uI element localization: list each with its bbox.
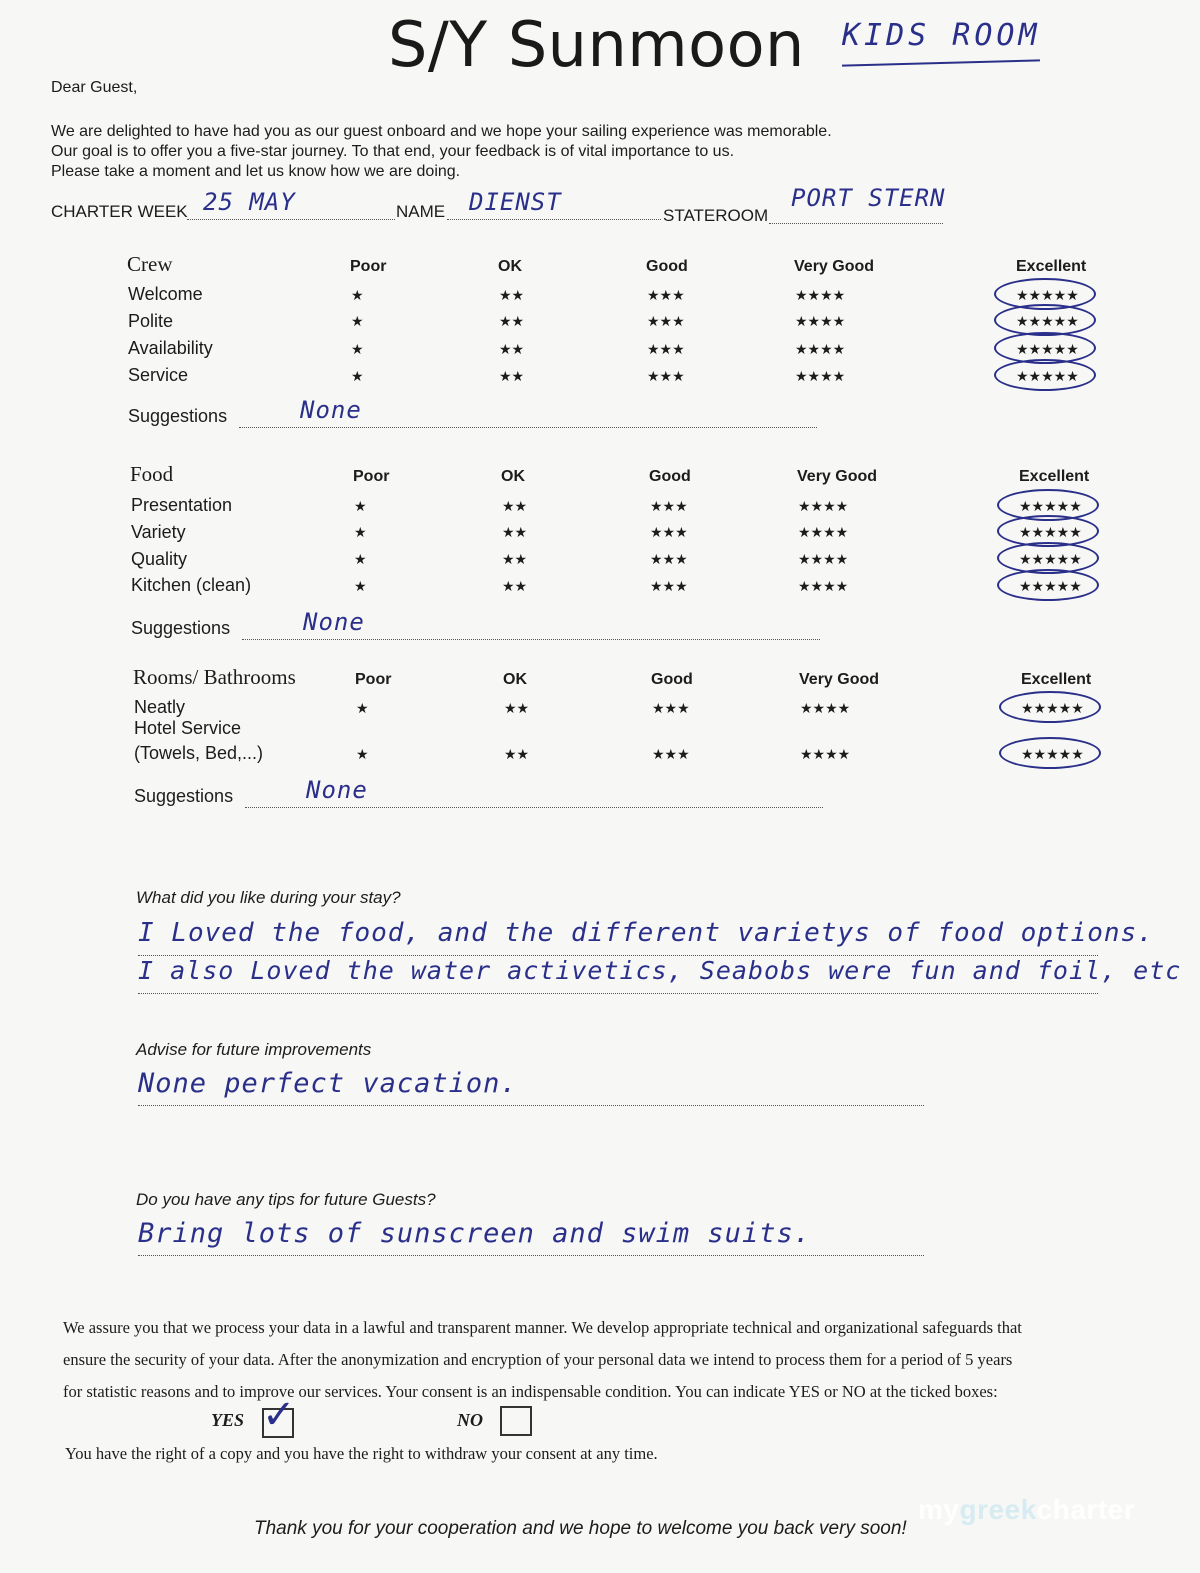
star-rating-option[interactable]: ★★★★★ — [1016, 368, 1079, 384]
name-label: NAME — [396, 202, 446, 221]
star-rating-option[interactable]: ★ — [356, 700, 369, 716]
intro-text — [51, 122, 1011, 182]
form-title: S/Y Sunmoon — [388, 8, 805, 81]
handwritten-underline — [842, 59, 1040, 66]
star-rating-option[interactable]: ★★ — [502, 578, 528, 594]
rating-row-label: Kitchen (clean) — [131, 575, 252, 595]
rating-column-header: OK — [501, 468, 525, 485]
selected-rating-circle — [999, 691, 1101, 723]
star-rating-option[interactable]: ★★★★★ — [1019, 578, 1082, 594]
stateroom-line[interactable] — [769, 222, 943, 224]
star-rating-option[interactable]: ★★★★★ — [1016, 287, 1079, 303]
rating-column-header: OK — [503, 671, 527, 688]
watermark-part: charter — [1036, 1494, 1136, 1525]
answer-line[interactable] — [138, 1254, 924, 1256]
intro-line: Our goal is to offer you a five-star journey. To that end, your feedback is of vital importance to us. — [51, 143, 735, 160]
handwritten-answer: I Loved the food, and the different varietys of food options. — [138, 918, 1154, 948]
answer-line[interactable] — [138, 1104, 924, 1106]
star-rating-option[interactable]: ★★★ — [650, 524, 688, 540]
name-value: DIENST — [469, 188, 562, 216]
charter-week-value: 25 MAY — [203, 188, 296, 216]
rating-row-label: Hotel Service — [134, 718, 242, 738]
star-rating-option[interactable]: ★★★★★ — [1021, 746, 1084, 762]
legal-line: We assure you that we process your data in a lawful and transparent manner. We develop appropriate technical and organizational safeguards that — [63, 1318, 1022, 1337]
star-rating-option[interactable]: ★★★ — [650, 498, 688, 514]
star-rating-option[interactable]: ★ — [351, 341, 364, 357]
star-rating-option[interactable]: ★★ — [499, 287, 525, 303]
star-rating-option[interactable]: ★★★★ — [795, 368, 846, 384]
rating-column-header: Excellent — [1021, 671, 1092, 688]
legal-line: for statistic reasons and to improve our services. Your consent is an indispensable condition. You can indicate YES or NO at the ticked boxes: — [63, 1382, 998, 1401]
suggestions-label: Suggestions — [131, 618, 231, 638]
rights-notice: You have the right of a copy and you have the right to withdraw your consent at any time. — [65, 1444, 658, 1463]
rating-row-label: Availability — [128, 338, 213, 358]
rating-row-label: Polite — [128, 311, 174, 331]
suggestions-line[interactable] — [239, 426, 817, 428]
star-rating-option[interactable]: ★★ — [499, 313, 525, 329]
star-rating-option[interactable]: ★ — [351, 287, 364, 303]
handwritten-answer: I also Loved the water activetics, Seabobs were fun and foil, etc — [138, 956, 1182, 985]
answer-line[interactable] — [138, 992, 1098, 994]
star-rating-option[interactable]: ★★★★ — [800, 700, 851, 716]
greeting: Dear Guest, — [51, 79, 138, 96]
rating-row-label: Service — [128, 365, 189, 385]
star-rating-option[interactable]: ★★★★ — [798, 524, 849, 540]
suggestions-line[interactable] — [245, 806, 823, 808]
star-rating-option[interactable]: ★★★★★ — [1016, 341, 1079, 357]
charter-meta-row — [51, 184, 971, 232]
stateroom-value: PORT STERN — [791, 184, 946, 212]
rating-column-header: Poor — [355, 671, 392, 688]
handwritten-answer: Bring lots of sunscreen and swim suits. — [138, 1218, 811, 1249]
star-rating-option[interactable]: ★ — [354, 551, 367, 567]
star-rating-option[interactable]: ★ — [354, 578, 367, 594]
star-rating-option[interactable]: ★ — [354, 524, 367, 540]
rating-column-header: Very Good — [799, 671, 880, 688]
star-rating-option[interactable]: ★★★★★ — [1019, 551, 1082, 567]
watermark-part: greek — [959, 1494, 1037, 1525]
rating-column-header: Good — [646, 258, 688, 275]
legal-line: ensure the security of your data. After the anonymization and encryption of your personal data we intend to process them for a period of 5 years — [63, 1350, 1013, 1369]
star-rating-option[interactable]: ★★★★ — [798, 551, 849, 567]
star-rating-option[interactable]: ★★★★★ — [1016, 313, 1079, 329]
rating-column-header: Good — [651, 671, 693, 688]
watermark-part: my — [918, 1494, 960, 1525]
question-label: Advise for future improvements — [136, 1040, 372, 1059]
star-rating-option[interactable]: ★★★ — [650, 578, 688, 594]
consent-yes-label: YES — [211, 1410, 245, 1430]
star-rating-option[interactable]: ★ — [356, 746, 369, 762]
selected-rating-circle — [997, 569, 1099, 601]
suggestions-label: Suggestions — [134, 786, 234, 806]
rating-column-header: Very Good — [797, 468, 878, 485]
consent-yes-check-mark: ✓ — [262, 1393, 296, 1437]
star-rating-option[interactable]: ★★★★ — [798, 578, 849, 594]
rating-row-label: Variety — [131, 522, 186, 542]
star-rating-option[interactable]: ★★★ — [652, 700, 690, 716]
star-rating-option[interactable]: ★★ — [499, 368, 525, 384]
star-rating-option[interactable]: ★ — [351, 313, 364, 329]
suggestions-label: Suggestions — [128, 406, 228, 426]
suggestions-value: None — [300, 396, 362, 424]
star-rating-option[interactable]: ★★★★ — [798, 498, 849, 514]
rating-column-header: Poor — [350, 258, 387, 275]
star-rating-option[interactable]: ★★ — [502, 551, 528, 567]
name-line[interactable] — [447, 218, 661, 220]
section-title: Rooms/ Bathrooms — [133, 665, 296, 689]
star-rating-option[interactable]: ★★ — [502, 524, 528, 540]
star-rating-option[interactable]: ★★★★★ — [1021, 700, 1084, 716]
star-rating-option[interactable]: ★★★ — [650, 551, 688, 567]
rating-row-label: Welcome — [128, 284, 203, 304]
handwritten-answer: None perfect vacation. — [138, 1068, 518, 1099]
rating-row-label: Presentation — [131, 495, 233, 515]
star-rating-option[interactable]: ★★★★ — [795, 313, 846, 329]
rating-column-header: Excellent — [1016, 258, 1087, 275]
section-title: Food — [130, 462, 174, 486]
star-rating-option[interactable]: ★★★ — [647, 341, 685, 357]
consent-no-checkbox[interactable] — [500, 1406, 532, 1436]
question-label: Do you have any tips for future Guests? — [136, 1190, 436, 1209]
suggestions-value: None — [303, 608, 365, 636]
star-rating-option[interactable]: ★★ — [504, 746, 530, 762]
rating-row-label: (Towels, Bed,...) — [134, 743, 264, 763]
rating-column-header: Excellent — [1019, 468, 1090, 485]
selected-rating-circle — [999, 737, 1101, 769]
suggestions-line[interactable] — [242, 638, 820, 640]
star-rating-option[interactable]: ★★★★ — [795, 341, 846, 357]
star-rating-option[interactable]: ★★★★★ — [1019, 498, 1082, 514]
star-rating-option[interactable]: ★★★★ — [795, 287, 846, 303]
charter-week-line[interactable] — [187, 218, 395, 220]
star-rating-option[interactable]: ★★ — [504, 700, 530, 716]
question-label: What did you like during your stay? — [136, 888, 401, 907]
thank-you-note: Thank you for your cooperation and we hope to welcome you back very soon! — [254, 1518, 907, 1539]
data-privacy-notice — [63, 1312, 1143, 1408]
consent-no-label: NO — [457, 1410, 483, 1430]
rating-column-header: OK — [498, 258, 522, 275]
watermark-logo — [918, 1494, 1135, 1526]
star-rating-option[interactable]: ★★★ — [647, 287, 685, 303]
stateroom-label: STATEROOM — [663, 206, 769, 225]
star-rating-option[interactable]: ★★★★★ — [1019, 524, 1082, 540]
star-rating-option[interactable]: ★★ — [502, 498, 528, 514]
rating-column-header: Poor — [353, 468, 390, 485]
star-rating-option[interactable]: ★★★★ — [800, 746, 851, 762]
rating-column-header: Good — [649, 468, 691, 485]
selected-rating-circle — [994, 359, 1096, 391]
handwritten-room-note: KIDS ROOM — [842, 18, 1041, 53]
star-rating-option[interactable]: ★★★ — [647, 368, 685, 384]
section-title: Crew — [127, 252, 173, 276]
charter-week-label: CHARTER WEEK — [51, 202, 188, 221]
intro-line: We are delighted to have had you as our guest onboard and we hope your sailing experience was memorable. — [51, 123, 832, 140]
rating-column-header: Very Good — [794, 258, 875, 275]
intro-line: Please take a moment and let us know how we are doing. — [51, 163, 461, 180]
rating-row-label: Neatly — [134, 697, 186, 717]
star-rating-option[interactable]: ★★★ — [647, 313, 685, 329]
star-rating-option[interactable]: ★★★ — [652, 746, 690, 762]
star-rating-option[interactable]: ★ — [351, 368, 364, 384]
rating-row-label: Quality — [131, 549, 188, 569]
suggestions-value: None — [306, 776, 368, 804]
star-rating-option[interactable]: ★ — [354, 498, 367, 514]
star-rating-option[interactable]: ★★ — [499, 341, 525, 357]
